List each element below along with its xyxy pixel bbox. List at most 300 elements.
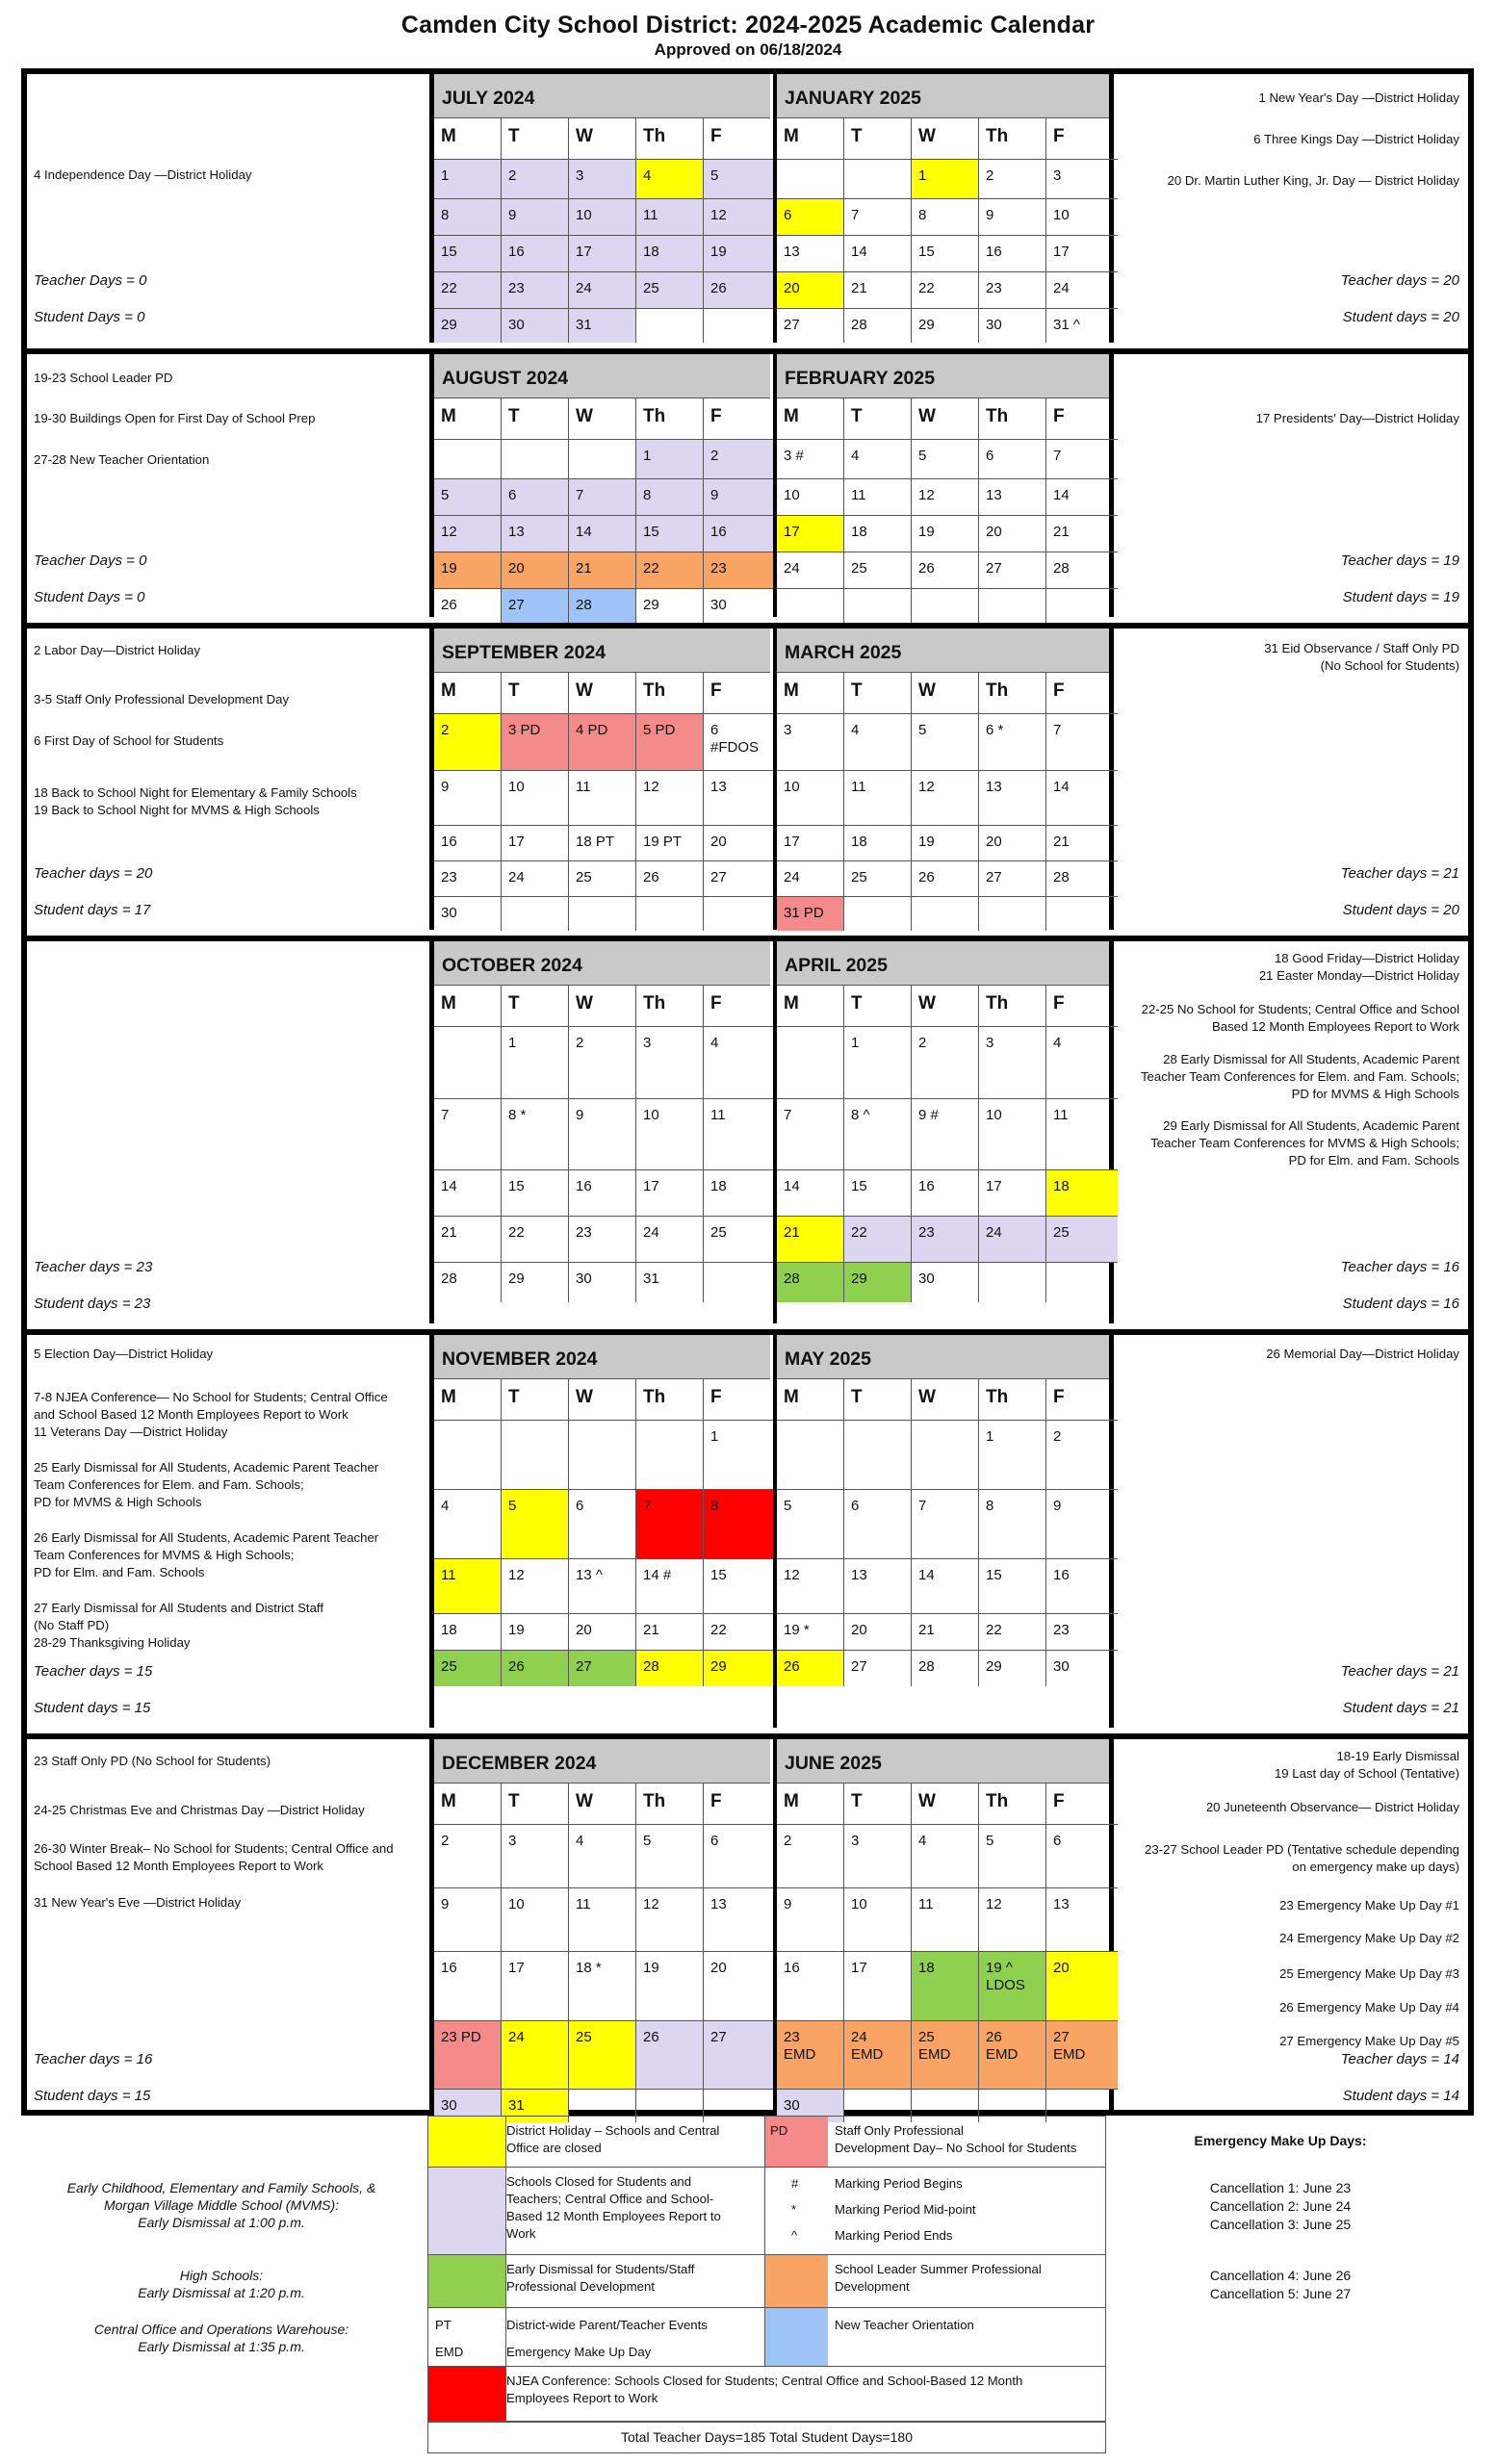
weekday-header: W xyxy=(569,118,636,160)
empty-cell xyxy=(777,589,844,623)
day-cell: 2 xyxy=(979,160,1046,199)
day-cell: 17 xyxy=(636,1170,704,1217)
day-cell: 1 xyxy=(912,160,979,199)
student-days: Student days = 16 xyxy=(1342,1296,1459,1312)
weekday-header: F xyxy=(1046,398,1118,440)
empty-cell xyxy=(704,1263,775,1302)
day-cell: 17 xyxy=(979,1170,1046,1217)
weekday-header: Th xyxy=(636,398,704,440)
day-cell: 5 xyxy=(912,714,979,771)
day-cell: 30 xyxy=(777,2090,844,2122)
weekday-header: M xyxy=(434,1379,502,1421)
weekday-header: F xyxy=(704,1379,775,1421)
day-cell: 23 xyxy=(704,552,775,589)
day-cell: 14 xyxy=(777,1170,844,1217)
event-note: 22-25 No School for Students; Central Office and School Based 12 Month Employees Report to Work xyxy=(1141,1002,1459,1034)
weekday-header: Th xyxy=(979,1784,1046,1825)
day-cell: 5 PD xyxy=(636,714,704,771)
weekday-header: M xyxy=(434,1784,502,1825)
day-cell: 1 xyxy=(979,1421,1046,1490)
teacher-days: Teacher days = 20 xyxy=(1340,272,1459,289)
day-cell: 12 xyxy=(704,199,775,236)
day-cell: 18 xyxy=(844,516,912,552)
weekday-header: M xyxy=(777,118,844,160)
event-note: 25 Emergency Make Up Day #3 xyxy=(1279,1966,1459,1981)
day-cell: 25 xyxy=(844,552,912,589)
month-name: JUNE 2025 xyxy=(777,1739,1109,1784)
day-cell: 9 xyxy=(1046,1490,1118,1559)
day-cell: 5 xyxy=(636,1825,704,1888)
empty-cell xyxy=(844,589,912,623)
day-cell: 7 xyxy=(1046,440,1118,479)
empty-cell xyxy=(844,1421,912,1490)
day-cell: 1 xyxy=(502,1027,569,1099)
day-cell: 12 xyxy=(912,479,979,516)
student-days: Student days = 19 xyxy=(1342,589,1459,605)
weekday-header: F xyxy=(704,1784,775,1825)
empty-cell xyxy=(704,897,775,931)
event-note: 7-8 NJEA Conference— No School for Students; Central Office and School Based 12 Month Employees Report to Work 11 Veterans Day —District Holiday xyxy=(34,1390,388,1439)
day-cell: 21 xyxy=(569,552,636,589)
day-cell: 11 xyxy=(912,1888,979,1952)
left-notes xyxy=(27,941,429,1323)
day-cell: 26 xyxy=(434,589,502,623)
weekday-header: F xyxy=(1046,1784,1118,1825)
day-cell: 28 xyxy=(569,589,636,623)
day-cell: 24 xyxy=(502,2021,569,2090)
day-cell: 27 EMD xyxy=(1046,2021,1118,2090)
day-cell: 14 xyxy=(912,1559,979,1614)
day-cell: 3 xyxy=(777,714,844,771)
empty-cell xyxy=(569,1421,636,1490)
day-cell: 17 xyxy=(502,826,569,861)
day-cell: 18 * xyxy=(569,1952,636,2021)
day-cell: 8 * xyxy=(502,1099,569,1170)
weekday-header: W xyxy=(569,398,636,440)
day-cell: 16 xyxy=(704,516,775,552)
day-cell: 22 xyxy=(704,1614,775,1651)
day-cell: 29 xyxy=(844,1263,912,1302)
day-cell: 21 xyxy=(1046,826,1118,861)
day-cell: 3 xyxy=(636,1027,704,1099)
weekday-header: M xyxy=(777,398,844,440)
day-cell: 26 xyxy=(636,861,704,897)
weekday-header: Th xyxy=(979,118,1046,160)
day-cell: 28 xyxy=(434,1263,502,1302)
event-note: 5 Election Day—District Holiday xyxy=(34,1347,214,1361)
left-notes xyxy=(27,629,429,930)
calendar-grid xyxy=(21,68,1474,2116)
day-cell: 2 xyxy=(912,1027,979,1099)
day-cell: 13 xyxy=(844,1559,912,1614)
day-cell: 21 xyxy=(912,1614,979,1651)
day-cell: 8 xyxy=(704,1490,775,1559)
teacher-days: Teacher days = 16 xyxy=(34,2051,153,2067)
day-cell: 27 xyxy=(704,2021,775,2090)
legend-star-symbol: * xyxy=(791,2202,797,2217)
empty-cell xyxy=(636,309,704,343)
day-cell: 13 xyxy=(1046,1888,1118,1952)
month-row xyxy=(27,348,1468,617)
day-cell: 7 xyxy=(912,1490,979,1559)
left-notes xyxy=(27,1739,429,2116)
day-cell: 22 xyxy=(979,1614,1046,1651)
weekday-header: T xyxy=(502,673,569,714)
day-cell: 11 xyxy=(844,479,912,516)
day-cell: 25 xyxy=(434,1651,502,1686)
day-cell: 24 xyxy=(777,861,844,897)
day-cell: 26 xyxy=(636,2021,704,2090)
weekday-header: M xyxy=(777,673,844,714)
day-cell: 10 xyxy=(777,771,844,826)
day-cell: 25 xyxy=(844,861,912,897)
day-cell: 20 xyxy=(569,1614,636,1651)
empty-cell xyxy=(777,160,844,199)
day-cell: 31 xyxy=(569,309,636,343)
weekday-header: W xyxy=(569,1379,636,1421)
teacher-days: Teacher Days = 0 xyxy=(34,552,147,569)
weekday-header: M xyxy=(777,1784,844,1825)
day-cell: 22 xyxy=(434,272,502,309)
empty-cell xyxy=(569,440,636,479)
day-cell: 5 xyxy=(777,1490,844,1559)
day-cell: 10 xyxy=(569,199,636,236)
empty-cell xyxy=(844,160,912,199)
day-cell: 20 xyxy=(704,1952,775,2021)
day-cell: 1 xyxy=(704,1421,775,1490)
event-note: 23-27 School Leader PD (Tentative schedule depending on emergency make up days) xyxy=(1145,1842,1459,1874)
teacher-days: Teacher Days = 0 xyxy=(34,272,147,289)
month-name: SEPTEMBER 2024 xyxy=(434,629,770,673)
day-cell: 15 xyxy=(704,1559,775,1614)
day-cell: 26 xyxy=(704,272,775,309)
day-cell: 5 xyxy=(979,1825,1046,1888)
weekday-header: M xyxy=(434,398,502,440)
day-cell: 27 xyxy=(704,861,775,897)
month-name: DECEMBER 2024 xyxy=(434,1739,770,1784)
teacher-days: Teacher days = 16 xyxy=(1340,1259,1459,1275)
day-cell: 23 xyxy=(912,1217,979,1263)
day-cell: 21 xyxy=(434,1217,502,1263)
legend-njea: NJEA Conference: Schools Closed for Students; Central Office and School-Based 12 Month Employees Report to Work xyxy=(506,2374,1023,2405)
day-cell: 27 xyxy=(777,309,844,343)
weekday-header: W xyxy=(569,673,636,714)
empty-cell xyxy=(1046,589,1118,623)
emergency-day: Cancellation 4: June 26 xyxy=(1209,2268,1352,2283)
day-cell: 24 xyxy=(777,552,844,589)
event-note: 20 Juneteenth Observance— District Holiday xyxy=(1205,1800,1459,1814)
day-cell: 24 xyxy=(979,1217,1046,1263)
legend-swatch-leader xyxy=(765,2255,828,2307)
day-cell: 18 xyxy=(636,236,704,272)
day-cell: 25 EMD xyxy=(912,2021,979,2090)
right-notes xyxy=(1114,354,1468,617)
day-cell: 31 xyxy=(502,2090,569,2122)
day-cell: 18 xyxy=(704,1170,775,1217)
weekday-header: T xyxy=(502,118,569,160)
day-cell: 11 xyxy=(569,771,636,826)
day-cell: 3 PD xyxy=(502,714,569,771)
legend-hash: Marking Period Begins xyxy=(835,2176,963,2191)
empty-cell xyxy=(569,897,636,931)
day-cell: 19 xyxy=(704,236,775,272)
day-cell: 30 xyxy=(912,1263,979,1302)
day-cell: 28 xyxy=(844,309,912,343)
teacher-days: Teacher days = 20 xyxy=(34,865,153,882)
day-cell: 20 xyxy=(979,826,1046,861)
teacher-days: Teacher days = 15 xyxy=(34,1663,153,1680)
right-notes xyxy=(1114,629,1468,930)
day-cell: 5 xyxy=(912,440,979,479)
empty-cell xyxy=(434,440,502,479)
event-note: 20 Dr. Martin Luther King, Jr. Day — District Holiday xyxy=(1167,173,1459,188)
event-note: 26 Memorial Day—District Holiday xyxy=(1266,1347,1459,1361)
event-note: 25 Early Dismissal for All Students, Academic Parent Teacher Team Conferences for Elem. and Fam. Schools; PD for MVMS & High Schools xyxy=(34,1460,379,1509)
empty-cell xyxy=(979,1263,1046,1302)
day-cell: 28 xyxy=(1046,552,1118,589)
day-cell: 8 xyxy=(434,199,502,236)
event-note: 3-5 Staff Only Professional Development Day xyxy=(34,692,290,706)
day-cell: 28 xyxy=(912,1651,979,1686)
weekday-header: W xyxy=(912,986,979,1027)
event-note: 1 New Year's Day —District Holiday xyxy=(1258,90,1459,105)
day-cell: 4 xyxy=(912,1825,979,1888)
emergency-day: Cancellation 5: June 27 xyxy=(1209,2286,1352,2301)
day-cell: 30 xyxy=(434,2090,502,2122)
weekday-header: Th xyxy=(636,1784,704,1825)
student-days: Student days = 23 xyxy=(34,1296,151,1312)
day-cell: 19 ^ LDOS xyxy=(979,1952,1046,2021)
weekday-header: F xyxy=(1046,673,1118,714)
teacher-days: Teacher days = 21 xyxy=(1340,1663,1459,1680)
day-cell: 4 xyxy=(569,1825,636,1888)
day-cell: 6 xyxy=(1046,1825,1118,1888)
right-notes xyxy=(1114,1335,1468,1728)
day-cell: 7 xyxy=(777,1099,844,1170)
day-cell: 23 EMD xyxy=(777,2021,844,2090)
day-cell: 6 xyxy=(844,1490,912,1559)
day-cell: 4 xyxy=(704,1027,775,1099)
day-cell: 7 xyxy=(1046,714,1118,771)
day-cell: 14 # xyxy=(636,1559,704,1614)
day-cell: 20 xyxy=(704,826,775,861)
left-notes xyxy=(27,354,429,617)
day-cell: 28 xyxy=(1046,861,1118,897)
legend-caret-symbol: ^ xyxy=(791,2228,798,2243)
left-notes xyxy=(27,74,429,343)
day-cell: 16 xyxy=(1046,1559,1118,1614)
day-cell: 12 xyxy=(979,1888,1046,1952)
day-cell: 14 xyxy=(844,236,912,272)
month-block xyxy=(773,941,1114,1323)
weekday-header: Th xyxy=(979,398,1046,440)
month-block xyxy=(429,354,770,617)
weekday-header: M xyxy=(434,118,502,160)
event-note: 27-28 New Teacher Orientation xyxy=(34,452,210,467)
student-days: Student days = 15 xyxy=(34,1700,151,1716)
month-name: MAY 2025 xyxy=(777,1335,1109,1379)
day-cell: 26 EMD xyxy=(979,2021,1046,2090)
month-block xyxy=(429,941,770,1323)
day-cell: 8 ^ xyxy=(844,1099,912,1170)
event-note: 23 Staff Only PD (No School for Students) xyxy=(34,1754,271,1768)
event-note: 23 Emergency Make Up Day #1 xyxy=(1279,1898,1459,1912)
teacher-days: Teacher days = 14 xyxy=(1340,2051,1459,2067)
weekday-header: M xyxy=(434,673,502,714)
day-cell: 22 xyxy=(502,1217,569,1263)
month-row xyxy=(27,1733,1468,2116)
event-note: 18-19 Early Dismissal 19 Last day of School (Tentative) xyxy=(1274,1749,1459,1781)
day-cell: 6 xyxy=(777,199,844,236)
weekday-header: W xyxy=(912,398,979,440)
day-cell: 9 xyxy=(502,199,569,236)
empty-cell xyxy=(502,1421,569,1490)
weekday-header: T xyxy=(844,986,912,1027)
weekday-header: Th xyxy=(636,118,704,160)
month-name: JULY 2024 xyxy=(434,74,770,118)
day-cell: 10 xyxy=(502,771,569,826)
dismissal-high: High Schools: Early Dismissal at 1:20 p.m. xyxy=(138,2268,305,2300)
legend-swatch-holiday xyxy=(428,2117,505,2167)
legend-holiday: District Holiday – Schools and Central Office are closed xyxy=(506,2123,720,2155)
day-cell: 20 xyxy=(502,552,569,589)
event-note: 19-30 Buildings Open for First Day of School Prep xyxy=(34,411,316,425)
day-cell: 16 xyxy=(434,826,502,861)
day-cell: 12 xyxy=(777,1559,844,1614)
weekday-header: T xyxy=(502,1379,569,1421)
day-cell: 17 xyxy=(777,516,844,552)
legend-swatch-orientation xyxy=(765,2308,828,2366)
day-cell: 24 xyxy=(1046,272,1118,309)
legend-closed: Schools Closed for Students and Teachers; Central Office and School- Based 12 Month Employees Report to Work xyxy=(506,2174,721,2241)
empty-cell xyxy=(844,897,912,931)
event-note: 27 Early Dismissal for All Students and District Staff (No Staff PD) 28-29 Thanksgiving Holiday xyxy=(34,1601,323,1650)
weekday-header: F xyxy=(704,118,775,160)
event-note: 26-30 Winter Break– No School for Students; Central Office and School Based 12 Month Employees Report to Work xyxy=(34,1841,394,1873)
day-cell: 2 xyxy=(777,1825,844,1888)
month-block xyxy=(773,1335,1114,1728)
day-cell: 1 xyxy=(636,440,704,479)
month-row xyxy=(27,936,1468,1323)
day-cell: 7 xyxy=(636,1490,704,1559)
student-days: Student Days = 0 xyxy=(34,309,145,325)
day-cell: 8 xyxy=(636,479,704,516)
empty-cell xyxy=(502,897,569,931)
day-cell: 15 xyxy=(636,516,704,552)
month-name: MARCH 2025 xyxy=(777,629,1109,673)
month-block xyxy=(773,74,1114,343)
day-cell: 6 xyxy=(979,440,1046,479)
day-cell: 14 xyxy=(434,1170,502,1217)
event-note: 26 Early Dismissal for All Students, Academic Parent Teacher Team Conferences for MVMS & High Schools; PD for Elm. and Fam. Schools xyxy=(34,1530,379,1579)
day-cell: 4 PD xyxy=(569,714,636,771)
day-cell: 19 xyxy=(502,1614,569,1651)
weekday-header: M xyxy=(777,986,844,1027)
weekday-header: W xyxy=(912,1379,979,1421)
legend-emd-code: EMD xyxy=(435,2345,464,2359)
right-notes xyxy=(1114,74,1468,343)
day-cell: 3 xyxy=(502,1825,569,1888)
day-cell: 30 xyxy=(710,597,727,613)
empty-cell xyxy=(979,589,1046,623)
month-name: OCTOBER 2024 xyxy=(434,941,770,986)
day-cell: 6 * xyxy=(979,714,1046,771)
day-cell: 18 xyxy=(912,1952,979,2021)
day-cell: 3 # xyxy=(777,440,844,479)
empty-cell xyxy=(636,897,704,931)
legend-swatch-closed xyxy=(428,2168,505,2254)
weekday-header: Th xyxy=(636,673,704,714)
weekday-header: T xyxy=(844,118,912,160)
day-cell: 9 xyxy=(434,1888,502,1952)
day-cell: 23 PD xyxy=(434,2021,502,2090)
event-note: 24-25 Christmas Eve and Christmas Day —District Holiday xyxy=(34,1803,365,1817)
day-cell: 21 xyxy=(777,1217,844,1263)
event-note: 26 Emergency Make Up Day #4 xyxy=(1279,2000,1459,2015)
event-note: 29 Early Dismissal for All Students, Academic Parent Teacher Team Conferences for MVMS & High Schools; PD for Elm. and Fam. Schools xyxy=(1150,1118,1459,1168)
day-cell: 13 xyxy=(704,1888,775,1952)
legend-leader: School Leader Summer Professional Development xyxy=(835,2262,1042,2294)
day-cell: 29 xyxy=(704,1651,775,1686)
month-name: JANUARY 2025 xyxy=(777,74,1109,118)
day-cell: 6 xyxy=(569,1490,636,1559)
day-cell: 27 xyxy=(502,589,569,623)
student-days: Student days = 17 xyxy=(34,902,151,918)
day-cell: 25 xyxy=(1046,1217,1118,1263)
day-cell: 13 xyxy=(979,771,1046,826)
weekday-header: M xyxy=(434,986,502,1027)
month-name: NOVEMBER 2024 xyxy=(434,1335,770,1379)
day-cell: 17 xyxy=(502,1952,569,2021)
day-cell: 31 ^ xyxy=(1053,317,1080,333)
day-cell: 12 xyxy=(502,1559,569,1614)
day-cell: 23 xyxy=(434,861,502,897)
day-cell: 17 xyxy=(777,826,844,861)
day-cell: 9 xyxy=(704,479,775,516)
day-cell: 10 xyxy=(844,1888,912,1952)
legend-swatch-early xyxy=(428,2255,505,2307)
day-cell: 3 xyxy=(1046,160,1118,199)
day-cell: 11 xyxy=(636,199,704,236)
student-days: Student days = 14 xyxy=(1342,2088,1459,2104)
day-cell: 29 xyxy=(636,589,704,623)
day-cell: 9 xyxy=(777,1888,844,1952)
weekday-header: W xyxy=(912,118,979,160)
event-note: 6 Three Kings Day —District Holiday xyxy=(1253,132,1459,146)
day-cell: 7 xyxy=(844,199,912,236)
weekday-header: T xyxy=(844,398,912,440)
month-row xyxy=(27,74,1468,343)
total-days: Total Teacher Days=185 Total Student Days=180 xyxy=(427,2422,1106,2453)
day-cell: 30 xyxy=(434,897,502,931)
day-cell: 18 xyxy=(434,1614,502,1651)
month-row xyxy=(27,1329,1468,1728)
legend-hash-symbol: # xyxy=(791,2176,799,2191)
day-cell: 10 xyxy=(979,1099,1046,1170)
event-note: 28 Early Dismissal for All Students, Academic Parent Teacher Team Conferences for Elem. and Fam. Schools; PD for MVMS & High Schools xyxy=(1140,1052,1459,1101)
day-cell: 23 xyxy=(979,272,1046,309)
day-cell: 15 xyxy=(844,1170,912,1217)
event-note: 17 Presidents' Day—District Holiday xyxy=(1255,411,1459,425)
event-note: 18 Back to School Night for Elementary & Family Schools 19 Back to School Night for MVMS & High Schools xyxy=(34,785,357,817)
day-cell: 12 xyxy=(434,516,502,552)
emergency-day: Cancellation 1: June 23 xyxy=(1209,2180,1352,2195)
day-cell: 13 xyxy=(979,479,1046,516)
right-notes xyxy=(1114,941,1468,1323)
day-cell: 4 xyxy=(434,1490,502,1559)
weekday-header: T xyxy=(502,398,569,440)
day-cell: 6 xyxy=(704,1825,775,1888)
